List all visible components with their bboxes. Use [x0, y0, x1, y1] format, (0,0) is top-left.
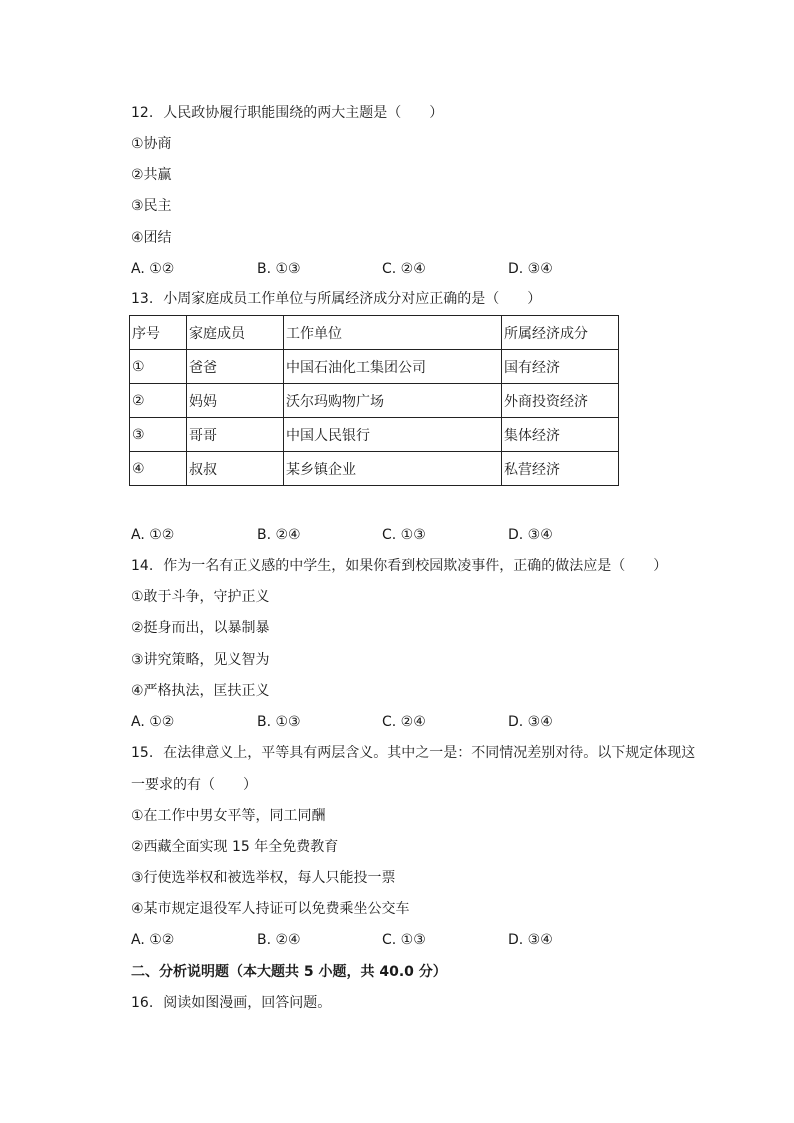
option-c[interactable]: C. ②④: [382, 261, 426, 277]
table-cell: 国有经济: [502, 350, 619, 384]
option-c[interactable]: C. ①③: [382, 932, 426, 948]
option-b[interactable]: B. ①③: [257, 261, 301, 277]
stem-text: 作为一名有正义感的中学生，如果你看到校园欺凌事件，正确的做法应是（ ）: [163, 558, 668, 574]
table-row: [130, 350, 619, 384]
stem-text: 人民政协履行职能围绕的两大主题是（ ）: [163, 105, 444, 121]
question-number: 13.: [131, 291, 154, 307]
table-cell: ②: [130, 384, 187, 418]
table-cell: ③: [130, 418, 187, 452]
question-15-item: ①在工作中男女平等，同工同酬: [131, 808, 326, 824]
table-cell: 妈妈: [187, 384, 284, 418]
question-15-options: [131, 930, 691, 950]
question-number: 15.: [131, 745, 154, 761]
question-number: 12.: [131, 105, 154, 121]
table-cell: ①: [130, 350, 187, 384]
table-cell: 爸爸: [187, 350, 284, 384]
table-cell: 某乡镇企业: [284, 452, 502, 486]
table-cell: 沃尔玛购物广场: [284, 384, 502, 418]
family-economy-table: [129, 315, 619, 486]
option-a[interactable]: A. ①②: [131, 527, 175, 543]
option-c[interactable]: C. ①③: [382, 527, 426, 543]
table-header-cell: 家庭成员: [187, 316, 284, 350]
table-cell: 中国石油化工集团公司: [284, 350, 502, 384]
question-15-item: ②西藏全面实现 15 年全免费教育: [131, 839, 339, 855]
option-b[interactable]: B. ②④: [257, 932, 301, 948]
table-header-cell: 工作单位: [284, 316, 502, 350]
question-12-options: [131, 259, 691, 279]
table-header-row: [130, 316, 619, 350]
table-row: [130, 384, 619, 418]
question-14-options: [131, 712, 691, 732]
option-d[interactable]: D. ③④: [508, 714, 553, 730]
question-15-stem-continued: 一要求的有（ ）: [131, 777, 257, 793]
table-row: [130, 418, 619, 452]
option-b[interactable]: B. ①③: [257, 714, 301, 730]
section-2-heading: 二、分析说明题（本大题共 5 小题，共 40.0 分）: [131, 964, 447, 980]
option-a[interactable]: A. ①②: [131, 261, 175, 277]
question-14-item: ③讲究策略，见义智为: [131, 652, 270, 668]
question-15-item: ④某市规定退役军人持证可以免费乘坐公交车: [131, 901, 410, 917]
table-header-cell: 序号: [130, 316, 187, 350]
stem-text: 阅读如图漫画，回答问题。: [163, 995, 332, 1011]
question-14-item: ④严格执法，匡扶正义: [131, 683, 270, 699]
question-number: 16.: [131, 995, 154, 1011]
question-12-item: ④团结: [131, 230, 172, 246]
question-12-item: ①协商: [131, 136, 172, 152]
question-number: 14.: [131, 558, 154, 574]
option-a[interactable]: A. ①②: [131, 932, 175, 948]
option-b[interactable]: B. ②④: [257, 527, 301, 543]
option-d[interactable]: D. ③④: [508, 932, 553, 948]
table-row: [130, 452, 619, 486]
question-13-options: [131, 525, 691, 545]
question-12-item: ②共赢: [131, 167, 172, 183]
question-15-stem: [131, 743, 695, 763]
question-13-stem: [131, 289, 541, 309]
table-cell: ④: [130, 452, 187, 486]
option-d[interactable]: D. ③④: [508, 527, 553, 543]
table-cell: 外商投资经济: [502, 384, 619, 418]
table-cell: 集体经济: [502, 418, 619, 452]
question-12-item: ③民主: [131, 198, 172, 214]
option-d[interactable]: D. ③④: [508, 261, 553, 277]
stem-text: 小周家庭成员工作单位与所属经济成分对应正确的是（ ）: [163, 291, 542, 307]
table-header-cell: 所属经济成分: [502, 316, 619, 350]
question-14-item: ①敢于斗争，守护正义: [131, 589, 270, 605]
question-12-stem: [131, 103, 443, 123]
table-cell: 中国人民银行: [284, 418, 502, 452]
table-cell: 叔叔: [187, 452, 284, 486]
option-c[interactable]: C. ②④: [382, 714, 426, 730]
stem-text: 在法律意义上，平等具有两层含义。其中之一是：不同情况差别对待。以下规定体现这: [163, 745, 696, 761]
table-cell: 哥哥: [187, 418, 284, 452]
question-14-item: ②挺身而出，以暴制暴: [131, 620, 270, 636]
question-14-stem: [131, 556, 667, 576]
question-15-item: ③行使选举权和被选举权，每人只能投一票: [131, 870, 396, 886]
table-cell: 私营经济: [502, 452, 619, 486]
question-16-stem: [131, 993, 331, 1013]
option-a[interactable]: A. ①②: [131, 714, 175, 730]
